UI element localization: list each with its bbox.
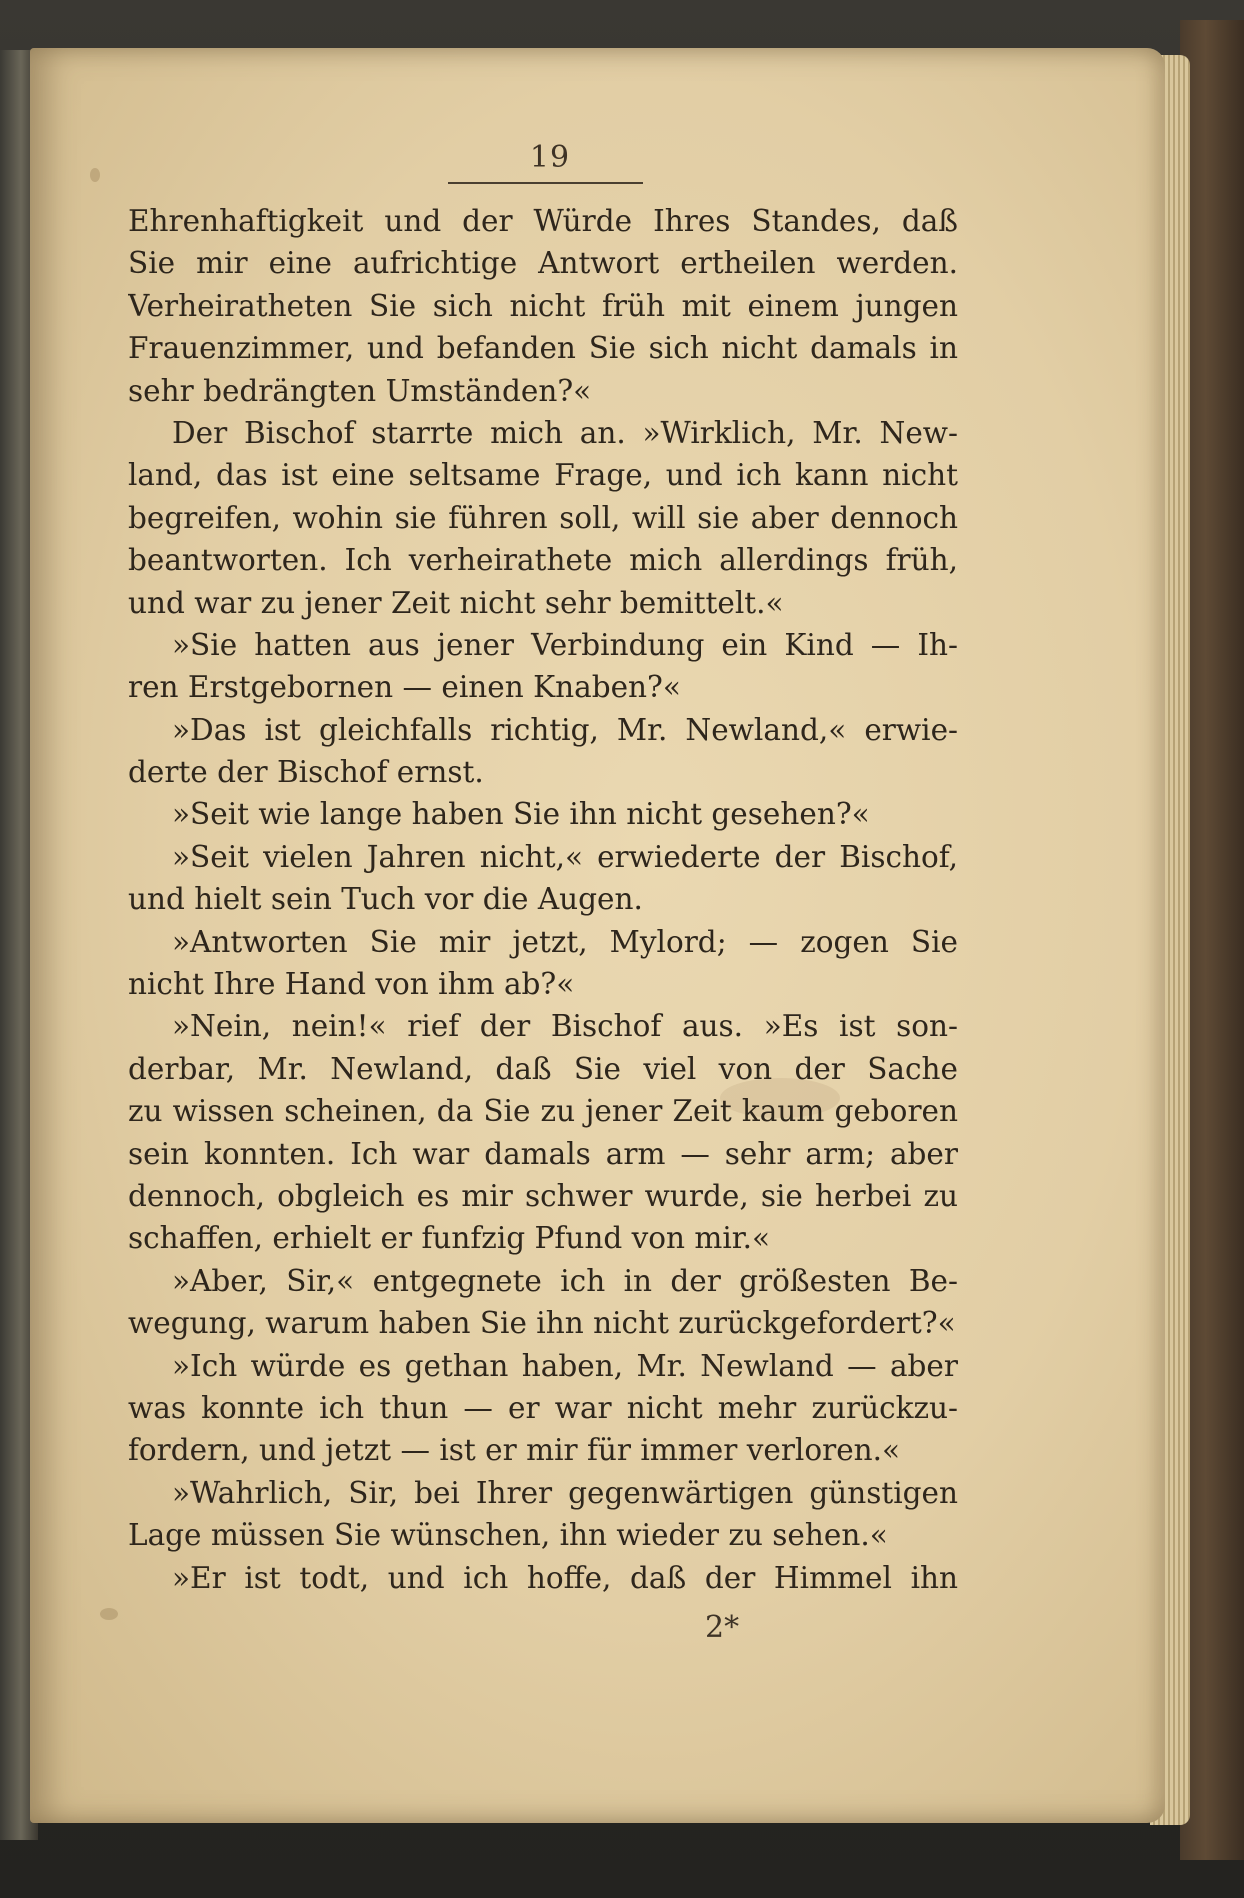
text-line: schaffen, erhielt er funfzig Pfund von mir.« [128,1221,771,1256]
text-line: nicht Ihre Hand von ihm ab?« [128,967,575,1002]
text-line: fordern, und jetzt — ist er mir für immer verloren.« [128,1433,901,1468]
text-line: »Antworten Sie mir jetzt, Mylord; — zogen Sie [172,924,958,959]
text-line: dennoch, obgleich es mir schwer wurde, sie herbei zu [128,1178,958,1213]
text-line: »Wahrlich, Sir, bei Ihrer gegenwärtigen günstigen [172,1475,958,1510]
text-line: beantworten. Ich verheirathete mich allerdings früh, [128,543,958,578]
text-line: begreifen, wohin sie führen soll, will sie aber dennoch [128,500,958,535]
text-line: Frauenzimmer, und befanden Sie sich nicht damals in [128,331,958,366]
text-line: »Ich würde es gethan haben, Mr. Newland — aber [172,1348,958,1383]
text-line: Sie mir eine aufrichtige Antwort ertheilen werden. [128,246,958,281]
text-line: und war zu jener Zeit nicht sehr bemittelt.« [128,585,784,620]
text-line: »Nein, nein!« rief der Bischof aus. »Es ist son- [172,1009,958,1044]
text-line: ren Erstgebornen — einen Knaben?« [128,670,681,705]
text-line: Verheiratheten Sie sich nicht früh mit einem jungen [128,288,958,323]
text-line: was konnte ich thun — er war nicht mehr zurückzu- [128,1390,958,1425]
text-line: Ehrenhaftigkeit und der Würde Ihres Standes, daß [128,204,958,238]
text-line: »Aber, Sir,« entgegnete ich in der größesten Be- [172,1263,958,1298]
text-line: und hielt sein Tuch vor die Augen. [128,882,643,917]
text-line: wegung, warum haben Sie ihn nicht zurückgefordert?« [128,1306,956,1341]
text-line: Der Bischof starrte mich an. »Wirklich, Mr. New- [172,415,958,450]
text-line: »Sie hatten aus jener Verbindung ein Kind — Ih- [172,627,958,662]
text-line: land, das ist eine seltsame Frage, und ich kann nicht [128,458,958,493]
signature-mark: 2* [705,1610,740,1645]
text-line: zu wissen scheinen, da Sie zu jener Zeit kaum geboren [128,1094,958,1129]
text-line: Lage müssen Sie wünschen, ihn wieder zu sehen.« [128,1518,888,1553]
text-line: »Das ist gleichfalls richtig, Mr. Newland,« erwie- [172,712,958,747]
text-line: sein konnten. Ich war damals arm — sehr arm; aber [128,1136,958,1171]
text-line: »Er ist todt, und ich hoffe, daß der Himmel ihn [172,1560,958,1595]
header-rule [448,182,643,184]
text-line: sehr bedrängten Umständen?« [128,373,592,408]
text-line: derbar, Mr. Newland, daß Sie viel von der Sache [128,1051,958,1086]
paper-stain [90,168,100,182]
text-line: »Seit vielen Jahren nicht,« erwiederte der Bischof, [172,839,958,874]
paper-stain [100,1608,118,1620]
text-line: derte der Bischof ernst. [128,755,484,790]
page-number: 19 [529,140,571,175]
page-text [128,200,958,1599]
text-line: »Seit wie lange haben Sie ihn nicht gesehen?« [172,797,870,832]
